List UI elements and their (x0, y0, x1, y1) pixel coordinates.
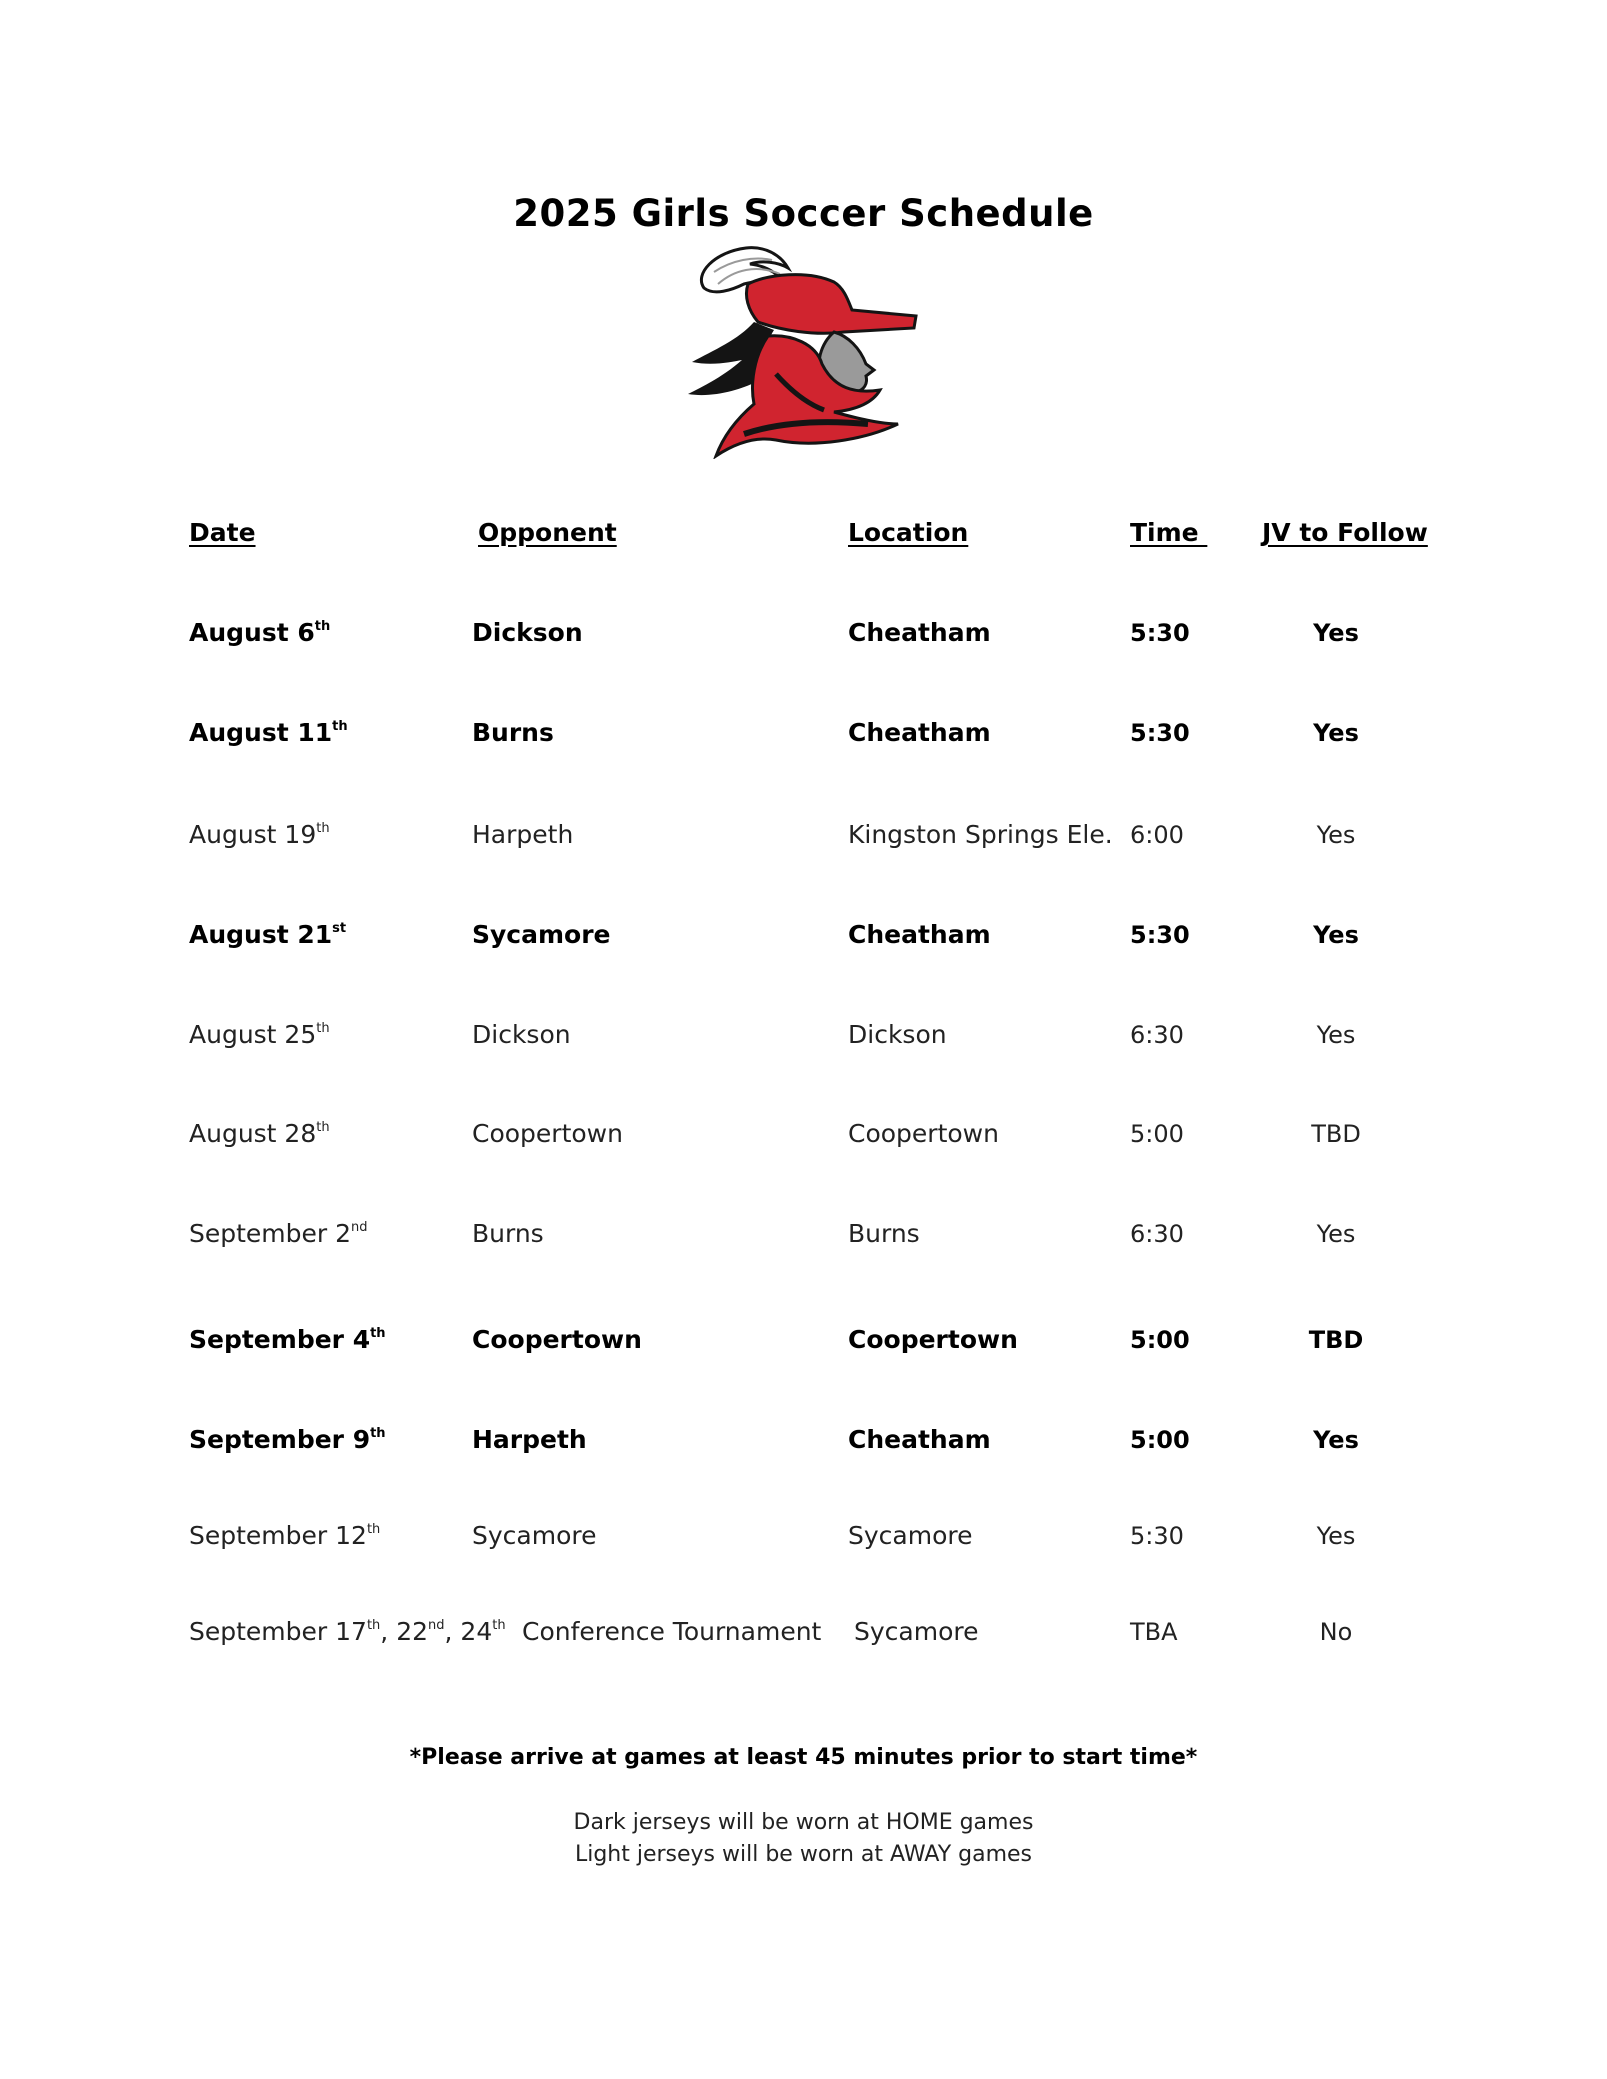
page-title: 2025 Girls Soccer Schedule (513, 192, 1094, 235)
row-jv: Yes (1313, 619, 1359, 647)
row-opponent: Sycamore (472, 920, 611, 949)
row-jv: No (1319, 1618, 1353, 1646)
row-opponent: Harpeth (472, 820, 574, 849)
row-location: Sycamore (848, 1521, 973, 1550)
row-jv: Yes (1313, 719, 1359, 747)
row-jv: Yes (1316, 1021, 1356, 1049)
row-date: August 28th (189, 1119, 330, 1148)
row-opponent: Conference Tournament (522, 1617, 822, 1646)
row-location: Sycamore (854, 1617, 979, 1646)
row-jv: Yes (1313, 921, 1359, 949)
row-time: 6:30 (1130, 1021, 1184, 1049)
row-date: August 25th (189, 1020, 330, 1049)
table-row (0, 1320, 1607, 1360)
row-location: Cheatham (848, 920, 991, 949)
header-date: Date (189, 518, 256, 547)
row-time: 6:30 (1130, 1220, 1184, 1248)
table-row (0, 1214, 1607, 1254)
row-location: Burns (848, 1219, 920, 1248)
row-jv: Yes (1316, 821, 1356, 849)
row-opponent: Harpeth (472, 1425, 587, 1454)
row-opponent: Dickson (472, 618, 583, 647)
row-location: Coopertown (848, 1119, 999, 1148)
row-jv: TBD (1311, 1120, 1361, 1148)
table-row (0, 613, 1607, 653)
row-location: Cheatham (848, 718, 991, 747)
row-location: Coopertown (848, 1325, 1018, 1354)
row-time: 5:30 (1130, 1522, 1184, 1550)
row-date: September 9th (189, 1425, 386, 1454)
row-date: August 21st (189, 920, 347, 949)
row-date: August 6th (189, 618, 331, 647)
row-location: Kingston Springs Ele. (848, 820, 1113, 849)
row-time: 5:30 (1130, 921, 1190, 949)
table-row (0, 915, 1607, 955)
arrival-notice: *Please arrive at games at least 45 minutes prior to start time* (409, 1745, 1198, 1770)
row-date: September 12th (189, 1521, 381, 1550)
row-date: September 2nd (189, 1219, 368, 1248)
table-row (0, 713, 1607, 753)
away-jersey-note: Light jerseys will be worn at AWAY games (574, 1842, 1033, 1867)
row-jv: TBD (1308, 1326, 1364, 1354)
row-jv: Yes (1313, 1426, 1359, 1454)
row-location: Cheatham (848, 1425, 991, 1454)
row-opponent: Coopertown (472, 1325, 642, 1354)
row-location: Cheatham (848, 618, 991, 647)
row-time: 6:00 (1130, 821, 1184, 849)
cavalier-mascot-icon (684, 244, 924, 459)
row-date: August 19th (189, 820, 330, 849)
table-row (0, 815, 1607, 855)
row-time: 5:00 (1130, 1120, 1184, 1148)
header-opponent: Opponent (478, 518, 617, 547)
row-time: TBA (1130, 1618, 1178, 1646)
header-jv-to-follow: JV to Follow (1262, 518, 1428, 547)
table-row (0, 1516, 1607, 1556)
row-time: 5:00 (1130, 1426, 1190, 1454)
table-row (0, 1015, 1607, 1055)
row-opponent: Burns (472, 1219, 544, 1248)
row-opponent: Coopertown (472, 1119, 623, 1148)
table-row (0, 1420, 1607, 1460)
table-row-tournament (0, 1612, 1607, 1652)
row-opponent: Sycamore (472, 1521, 597, 1550)
table-row (0, 1114, 1607, 1154)
row-location: Dickson (848, 1020, 947, 1049)
row-jv: Yes (1316, 1522, 1356, 1550)
row-time: 5:30 (1130, 619, 1190, 647)
row-time: 5:30 (1130, 719, 1190, 747)
row-date: August 11th (189, 718, 348, 747)
row-time: 5:00 (1130, 1326, 1190, 1354)
header-location: Location (848, 518, 969, 547)
row-date: September 4th (189, 1325, 386, 1354)
row-opponent: Dickson (472, 1020, 571, 1049)
row-opponent: Burns (472, 718, 554, 747)
row-jv: Yes (1316, 1220, 1356, 1248)
header-time: Time (1130, 518, 1208, 547)
home-jersey-note: Dark jerseys will be worn at HOME games (573, 1810, 1034, 1835)
row-date: September 17th, 22nd, 24th (189, 1617, 506, 1646)
